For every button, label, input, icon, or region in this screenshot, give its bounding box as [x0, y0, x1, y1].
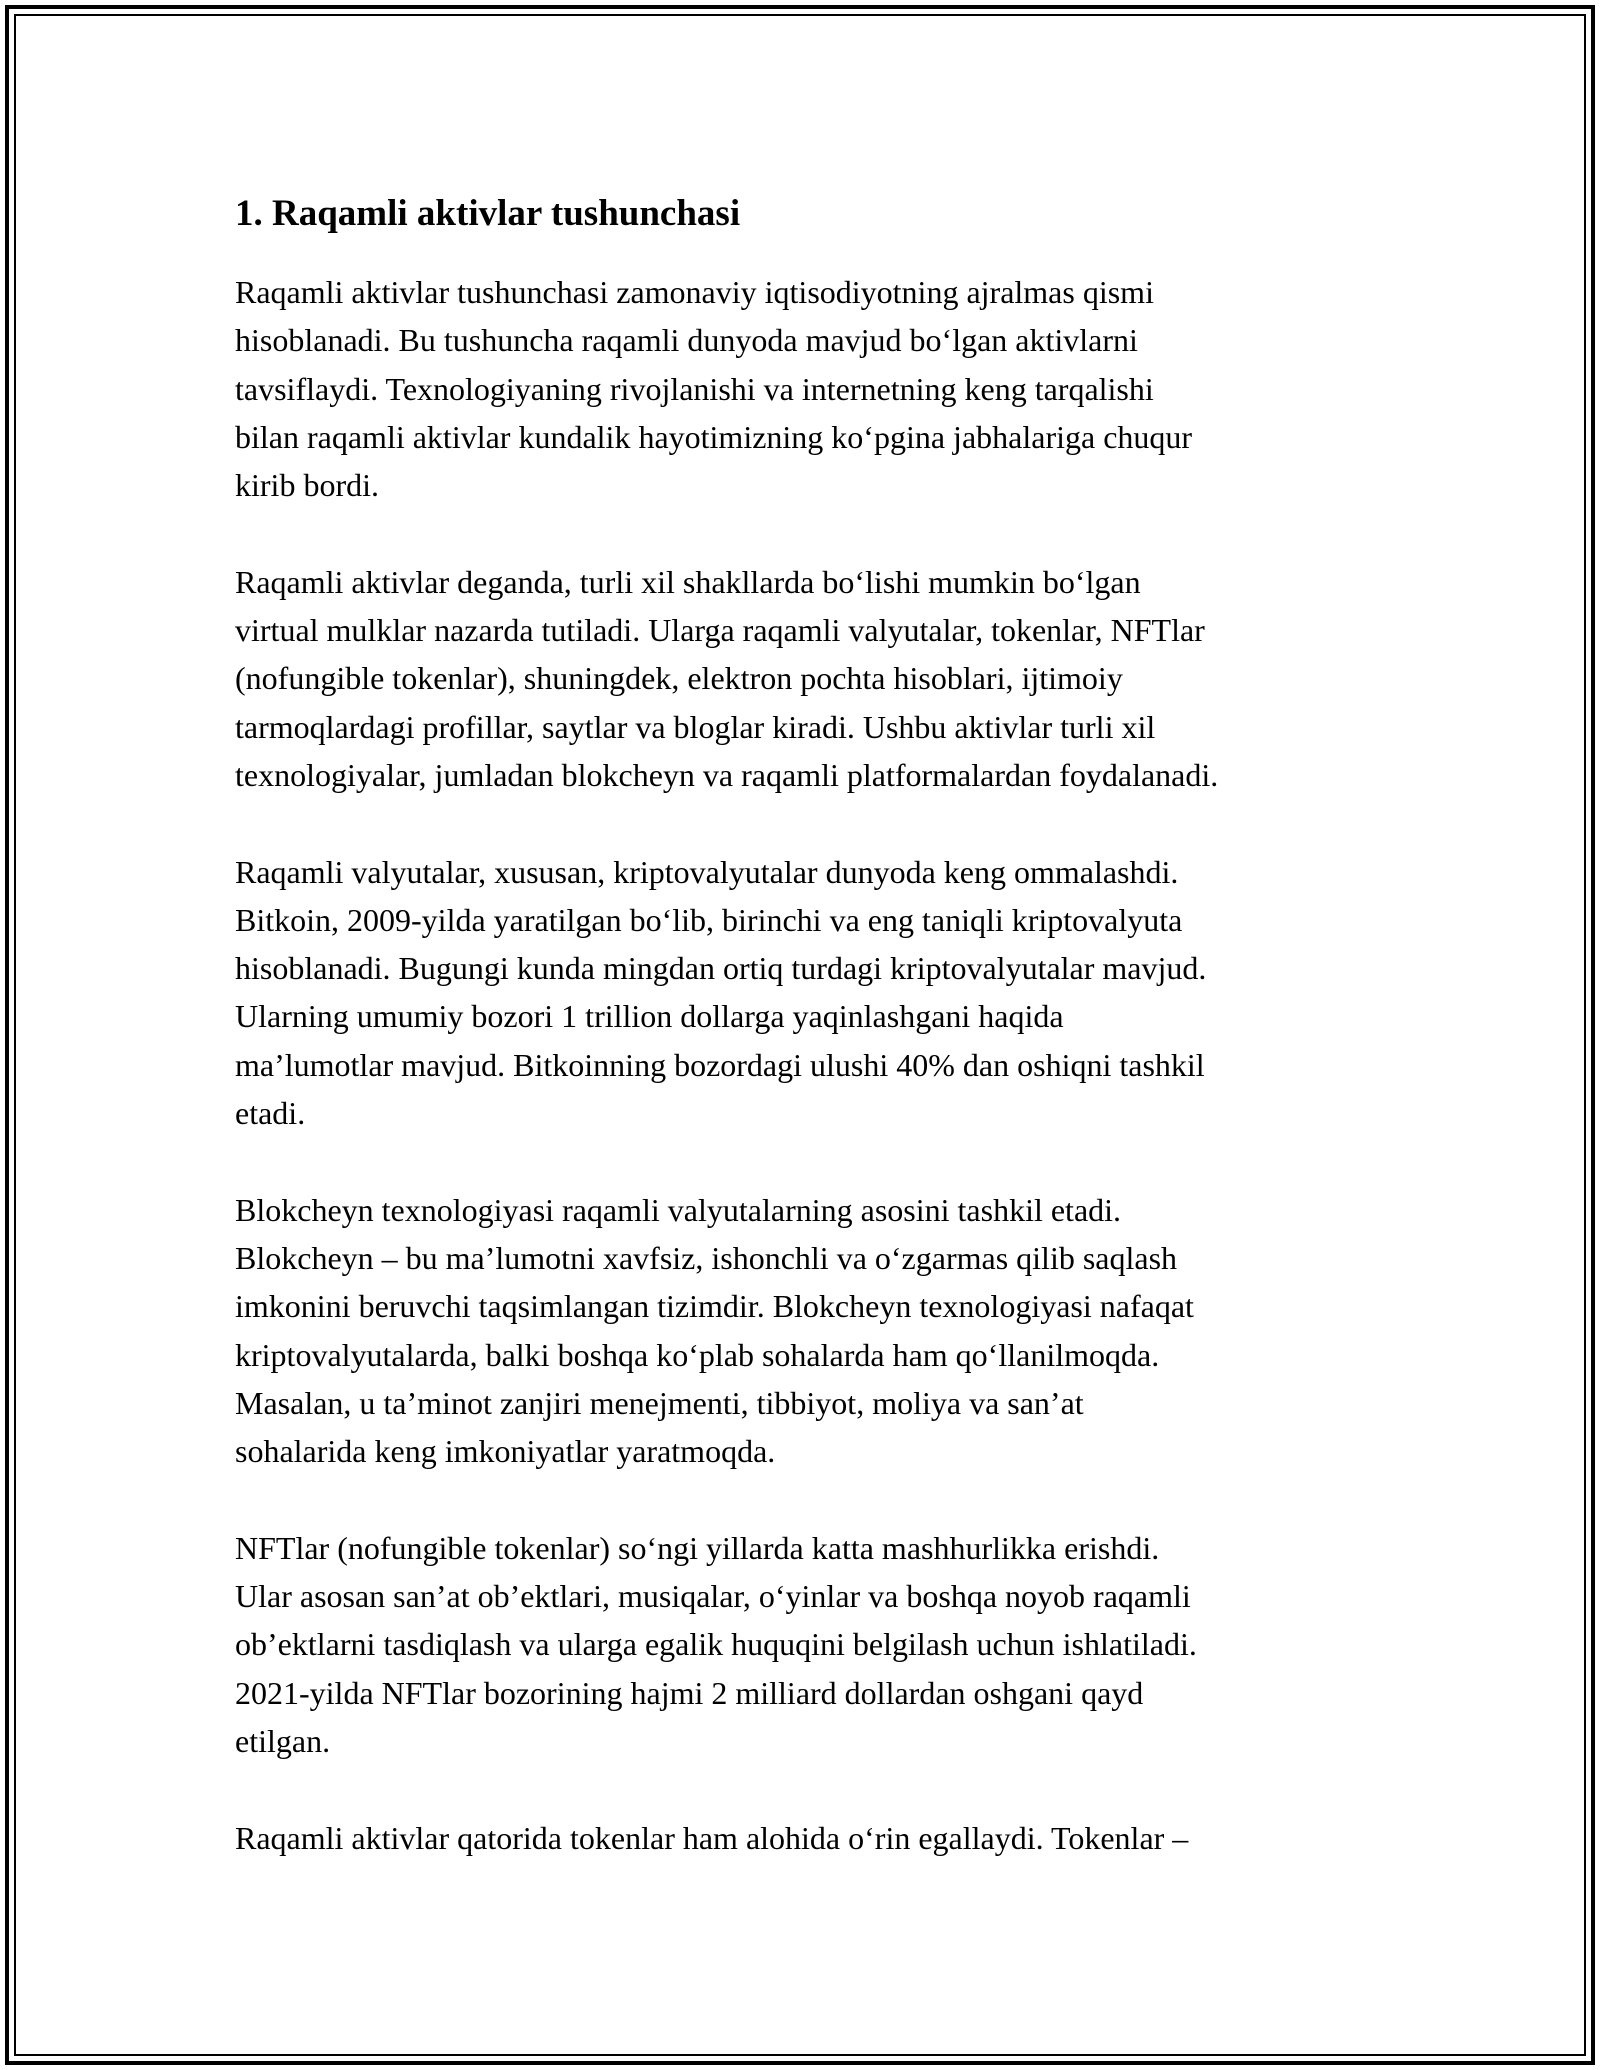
- text-line: 2021-yilda NFTlar bozorining hajmi 2 milliard dollardan oshgani qayd: [235, 1674, 1144, 1711]
- text-line: Blokcheyn – bu ma’lumotni xavfsiz, ishonchli va o‘zgarmas qilib saqlash: [235, 1239, 1178, 1276]
- text-line: hisoblanadi. Bugungi kunda mingdan ortiq turdagi kriptovalyutalar mavjud.: [235, 950, 1207, 987]
- text-line: kriptovalyutalarda, balki boshqa ko‘plab sohalarda ham qo‘llanilmoqda.: [235, 1336, 1160, 1373]
- document-body: [235, 190, 1435, 1910]
- text-line: ma’lumotlar mavjud. Bitkoinning bozordagi ulushi 40% dan oshiqni tashkil: [235, 1046, 1205, 1083]
- text-line: imkonini beruvchi taqsimlangan tizimdir. Blokcheyn texnologiyasi nafaqat: [235, 1288, 1194, 1325]
- paragraph: [235, 1524, 1435, 1765]
- paragraph: [235, 268, 1435, 509]
- text-line: Bitkoin, 2009-yilda yaratilgan bo‘lib, birinchi va eng taniqli kriptovalyuta: [235, 901, 1183, 938]
- text-line: Raqamli aktivlar qatorida tokenlar ham alohida o‘rin egallaydi. Tokenlar –: [235, 1819, 1189, 1856]
- text-line: Raqamli aktivlar tushunchasi zamonaviy iqtisodiyotning ajralmas qismi: [235, 274, 1154, 310]
- text-line: Ularning umumiy bozori 1 trillion dollarga yaqinlashgani haqida: [235, 998, 1064, 1035]
- text-line: Raqamli valyutalar, xususan, kriptovalyutalar dunyoda keng ommalashdi.: [235, 853, 1179, 890]
- text-line: sohalarida keng imkoniyatlar yaratmoqda.: [235, 1433, 776, 1470]
- paragraph: [235, 848, 1435, 1138]
- text-line: Raqamli aktivlar deganda, turli xil shakllarda bo‘lishi mumkin bo‘lgan: [235, 563, 1141, 600]
- text-line: tavsiflaydi. Texnologiyaning rivojlanishi va internetning keng tarqalishi: [235, 370, 1154, 407]
- text-line: virtual mulklar nazarda tutiladi. Ularga raqamli valyutalar, tokenlar, NFTlar: [235, 612, 1205, 649]
- text-line: etadi.: [235, 1095, 306, 1132]
- paragraph: [235, 1186, 1435, 1476]
- text-line: tarmoqlardagi profillar, saytlar va bloglar kiradi. Ushbu aktivlar turli xil: [235, 708, 1156, 745]
- section-heading: 1. Raqamli aktivlar tushunchasi: [235, 193, 741, 234]
- section-text: [235, 268, 1435, 1862]
- paragraph: [235, 1814, 1435, 1862]
- text-line: hisoblanadi. Bu tushuncha raqamli dunyoda mavjud bo‘lgan aktivlarni: [235, 322, 1138, 359]
- text-line: Blokcheyn texnologiyasi raqamli valyutalarning asosini tashkil etadi.: [235, 1191, 1122, 1228]
- text-line: NFTlar (nofungible tokenlar) so‘ngi yillarda katta mashhurlikka erishdi.: [235, 1529, 1160, 1566]
- text-line: texnologiyalar, jumladan blokcheyn va raqamli platformalardan foydalanadi.: [235, 756, 1219, 793]
- text-line: etilgan.: [235, 1722, 331, 1759]
- text-line: (nofungible tokenlar), shuningdek, elektron pochta hisoblari, ijtimoiy: [235, 660, 1123, 697]
- text-line: Masalan, u ta’minot zanjiri menejmenti, tibbiyot, moliya va san’at: [235, 1384, 1084, 1421]
- text-line: kirib bordi.: [235, 467, 379, 504]
- paragraph: [235, 558, 1435, 799]
- text-line: Ular asosan san’at ob’ektlari, musiqalar, o‘yinlar va boshqa noyob raqamli: [235, 1578, 1191, 1615]
- text-line: ob’ektlarni tasdiqlash va ularga egalik huquqini belgilash uchun ishlatiladi.: [235, 1626, 1197, 1663]
- text-line: bilan raqamli aktivlar kundalik hayotimizning ko‘pgina jabhalariga chuqur: [235, 418, 1193, 455]
